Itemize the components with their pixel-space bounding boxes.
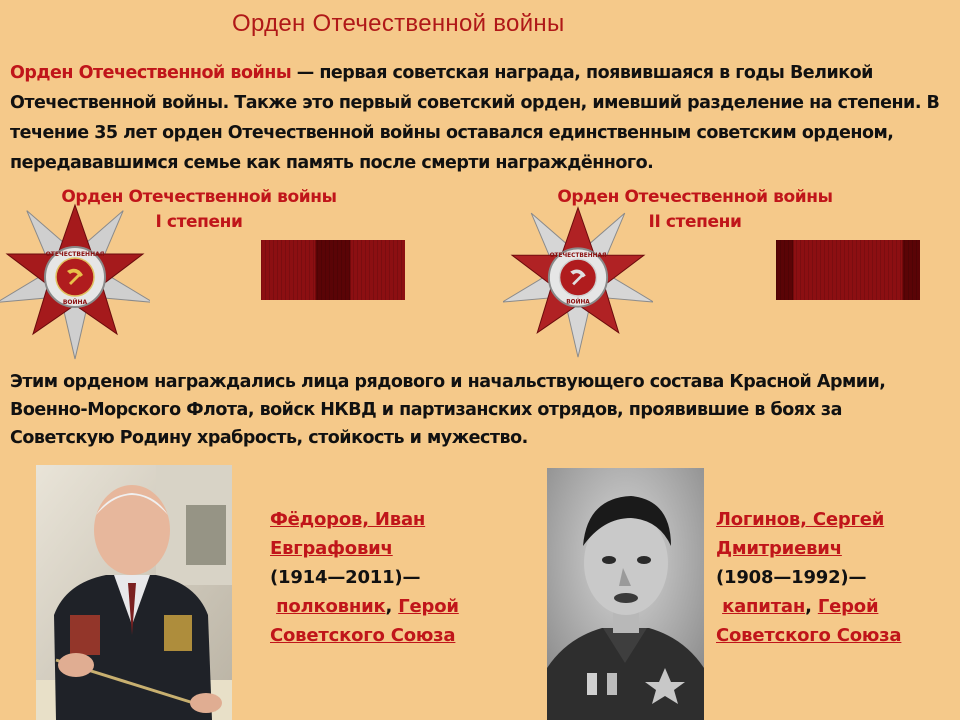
person-sep: , xyxy=(805,596,818,617)
order-medal-second-icon xyxy=(503,195,653,360)
person-name-link[interactable]: Логинов, Сергей xyxy=(716,509,885,530)
hero-link[interactable]: Советского Союза xyxy=(270,625,456,646)
person-name-link[interactable]: Евграфович xyxy=(270,538,393,559)
intro-highlight: Орден Отечественной войны xyxy=(10,63,292,83)
intro-text: — первая советская награда, появившаяся в годы Великой Отечественной войны. Также это первый советский орден, имевший разделение на степени. В течение 35 лет орден Отечественной войны оставался единственным советским орденом, передававшимся семье как память после смерти награждённого. xyxy=(10,63,940,173)
order-degree: II степени xyxy=(648,212,742,232)
person-fedorov xyxy=(270,505,459,650)
awarded-paragraph: Этим орденом награждались лица рядового и начальствующего состава Красной Армии, Военно-Морского Флота, войск НКВД и партизанских отрядов, проявившие в боях за Советскую Родину храбрость, стойкость и мужество. xyxy=(10,372,886,448)
medal-text-bottom: ВОЙНА xyxy=(62,299,88,306)
hero-link[interactable]: Герой xyxy=(817,596,879,617)
person-sep: , xyxy=(385,596,399,617)
hero-link[interactable]: Советского Союза xyxy=(716,625,902,646)
person-name-link[interactable]: Дмитриевич xyxy=(716,538,842,559)
hero-link[interactable]: Герой xyxy=(398,596,459,617)
medal-text-bottom: ВОЙНА xyxy=(566,299,590,306)
portrait-loginov xyxy=(547,468,704,720)
person-rank-link[interactable]: полковник xyxy=(276,596,386,617)
order-name: Орден Отечественной войны xyxy=(61,187,337,207)
page-title: Орден Отечественной войны xyxy=(232,10,565,37)
person-years: (1914—2011)— xyxy=(270,567,421,588)
medal-text-top: ОТЕЧЕСТВЕННАЯ xyxy=(549,253,607,260)
order-degree: I степени xyxy=(155,212,243,232)
order-name: Орден Отечественной войны xyxy=(557,187,833,207)
ribbon-first-degree xyxy=(261,240,405,300)
ribbon-second-degree xyxy=(776,240,920,300)
person-years: (1908—1992)— xyxy=(716,567,867,588)
person-loginov xyxy=(716,505,901,650)
person-name-link[interactable]: Фёдоров, Иван xyxy=(270,509,426,530)
person-rank-link[interactable]: капитан xyxy=(722,596,806,617)
order-medal-first-icon xyxy=(0,192,150,362)
portrait-fedorov xyxy=(36,465,232,720)
medal-text-top: ОТЕЧЕСТВЕННАЯ xyxy=(45,251,105,258)
intro-paragraph xyxy=(10,58,950,178)
